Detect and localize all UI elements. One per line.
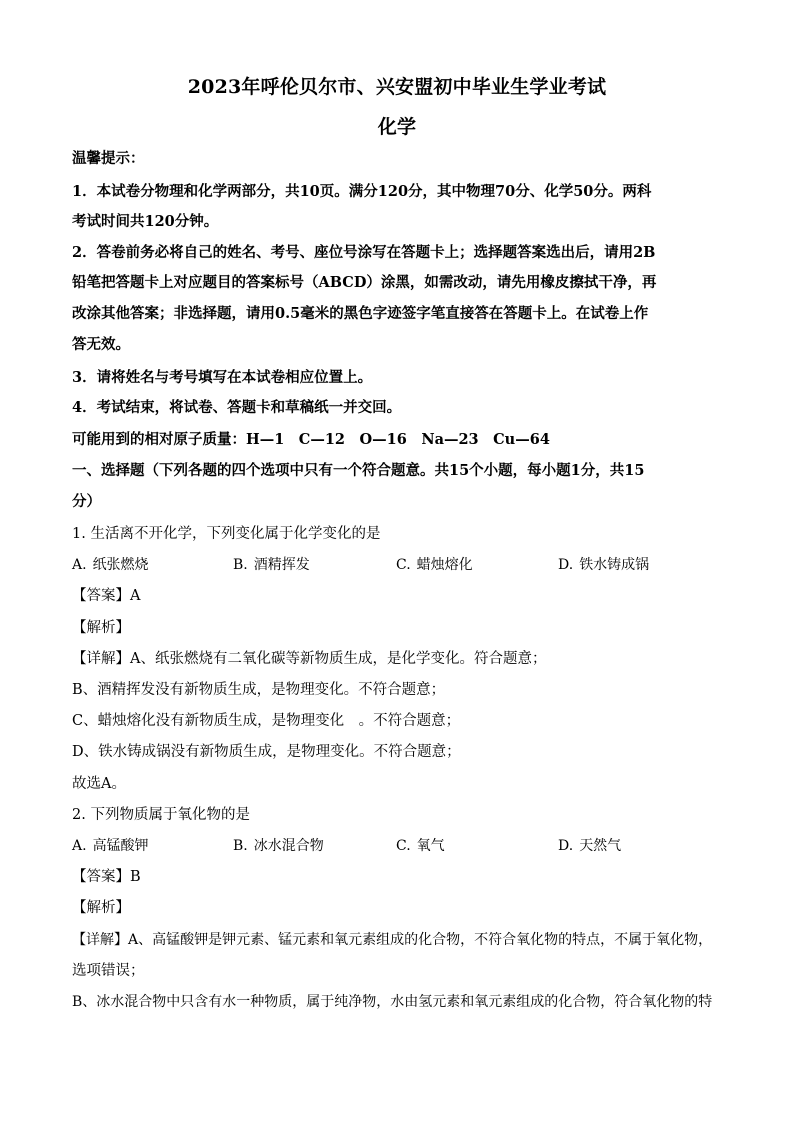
subject-title: 化学: [377, 116, 417, 138]
detail-line: 选项错误；: [72, 963, 145, 979]
option-d: [558, 836, 621, 856]
detail-line: B、酒精挥发没有新物质生成，是物理变化。不符合题意；: [72, 682, 446, 698]
option-text: 高锰酸钾: [92, 838, 149, 854]
question-stem: 2. 下列物质属于氧化物的是: [72, 807, 250, 823]
option-b: [233, 555, 310, 575]
option-label: A.: [72, 557, 87, 573]
option-label: A.: [72, 838, 87, 854]
option-text: 天然气: [579, 838, 622, 854]
detail-line: C、蜡烛熔化没有新物质生成，是物理变化 。不符合题意；: [72, 713, 461, 729]
exam-title: 2023年呼伦贝尔市、兴安盟初中毕业生学业考试: [187, 76, 607, 98]
detail-text: A、纸张燃烧有二氧化碳等新物质生成，是化学变化。符合题意；: [130, 651, 547, 667]
detail-line: D、铁水铸成锅没有新物质生成，是物理变化。不符合题意；: [72, 744, 461, 760]
option-text: 铁水铸成锅: [579, 557, 650, 573]
option-c: [396, 836, 445, 856]
detail-text: A、高锰酸钾是钾元素、锰元素和氧元素组成的化合物，不符合氧化物的特点，不属于氧化物，: [128, 932, 713, 948]
option-label: C.: [396, 557, 411, 573]
option-text: 酒精挥发: [253, 557, 310, 573]
answer-tag: 【答案】: [72, 869, 130, 885]
option-label: D.: [558, 557, 574, 573]
option-text: 纸张燃烧: [92, 557, 149, 573]
answer-value: A: [130, 588, 141, 604]
notice-line: 4．考试结束，将试卷、答题卡和草稿纸一并交回。: [72, 399, 402, 416]
atomic-masses: 可能用到的相对原子质量：H—1 C—12 O—16 Na—23 Cu—64: [72, 431, 550, 448]
section-heading-cont: 分）: [72, 493, 101, 510]
answer-line: [72, 867, 722, 887]
answer-tag: 【答案】: [72, 588, 130, 604]
option-text: 氧气: [416, 838, 445, 854]
notice-line: 改涂其他答案；非选择题，请用0.5毫米的黑色字迹签字笔直接答在答题卡上。在试卷上作: [72, 305, 649, 322]
option-label: C.: [396, 838, 411, 854]
detail-tag: 【详解】: [72, 651, 130, 667]
notice-line: 答无效。: [72, 336, 130, 353]
answer-value: B: [130, 869, 141, 885]
question-options: [72, 555, 722, 575]
analysis-tag: 【解析】: [72, 620, 130, 636]
option-d: [558, 555, 649, 575]
notice-line: 考试时间共120分钟。: [72, 213, 219, 230]
detail-line: B、冰水混合物中只含有水一种物质，属于纯净物，水由氢元素和氧元素组成的化合物，符合氧化物的特: [72, 994, 713, 1010]
detail-line: 故选A。: [72, 776, 126, 792]
notice-line: 2．答卷前务必将自己的姓名、考号、座位号涂写在答题卡上；选择题答案选出后，请用2B: [72, 244, 656, 261]
option-a: [72, 836, 149, 856]
detail-line: [72, 649, 722, 669]
option-label: D.: [558, 838, 574, 854]
option-label: B.: [233, 557, 248, 573]
question-stem: 1. 生活离不开化学，下列变化属于化学变化的是: [72, 526, 381, 542]
option-text: 冰水混合物: [253, 838, 324, 854]
option-text: 蜡烛熔化: [416, 557, 473, 573]
answer-line: [72, 586, 722, 606]
detail-line: [72, 930, 722, 950]
option-c: [396, 555, 473, 575]
notice-line: 铅笔把答题卡上对应题目的答案标号（ABCD）涂黑，如需改动，请先用橡皮擦拭干净，再: [72, 274, 657, 291]
notice-heading: 温馨提示：: [72, 150, 145, 167]
notice-line: 1．本试卷分物理和化学两部分，共10页。满分120分，其中物理70分、化学50分。两科: [72, 183, 652, 200]
section-heading: 一、选择题（下列各题的四个选项中只有一个符合题意。共15个小题，每小题1分，共15: [72, 462, 645, 479]
analysis-tag: 【解析】: [72, 900, 130, 916]
detail-tag: 【详解】: [72, 932, 128, 948]
question-options: [72, 836, 722, 856]
option-a: [72, 555, 149, 575]
notice-line: 3．请将姓名与考号填写在本试卷相应位置上。: [72, 369, 373, 386]
option-label: B.: [233, 838, 248, 854]
option-b: [233, 836, 324, 856]
